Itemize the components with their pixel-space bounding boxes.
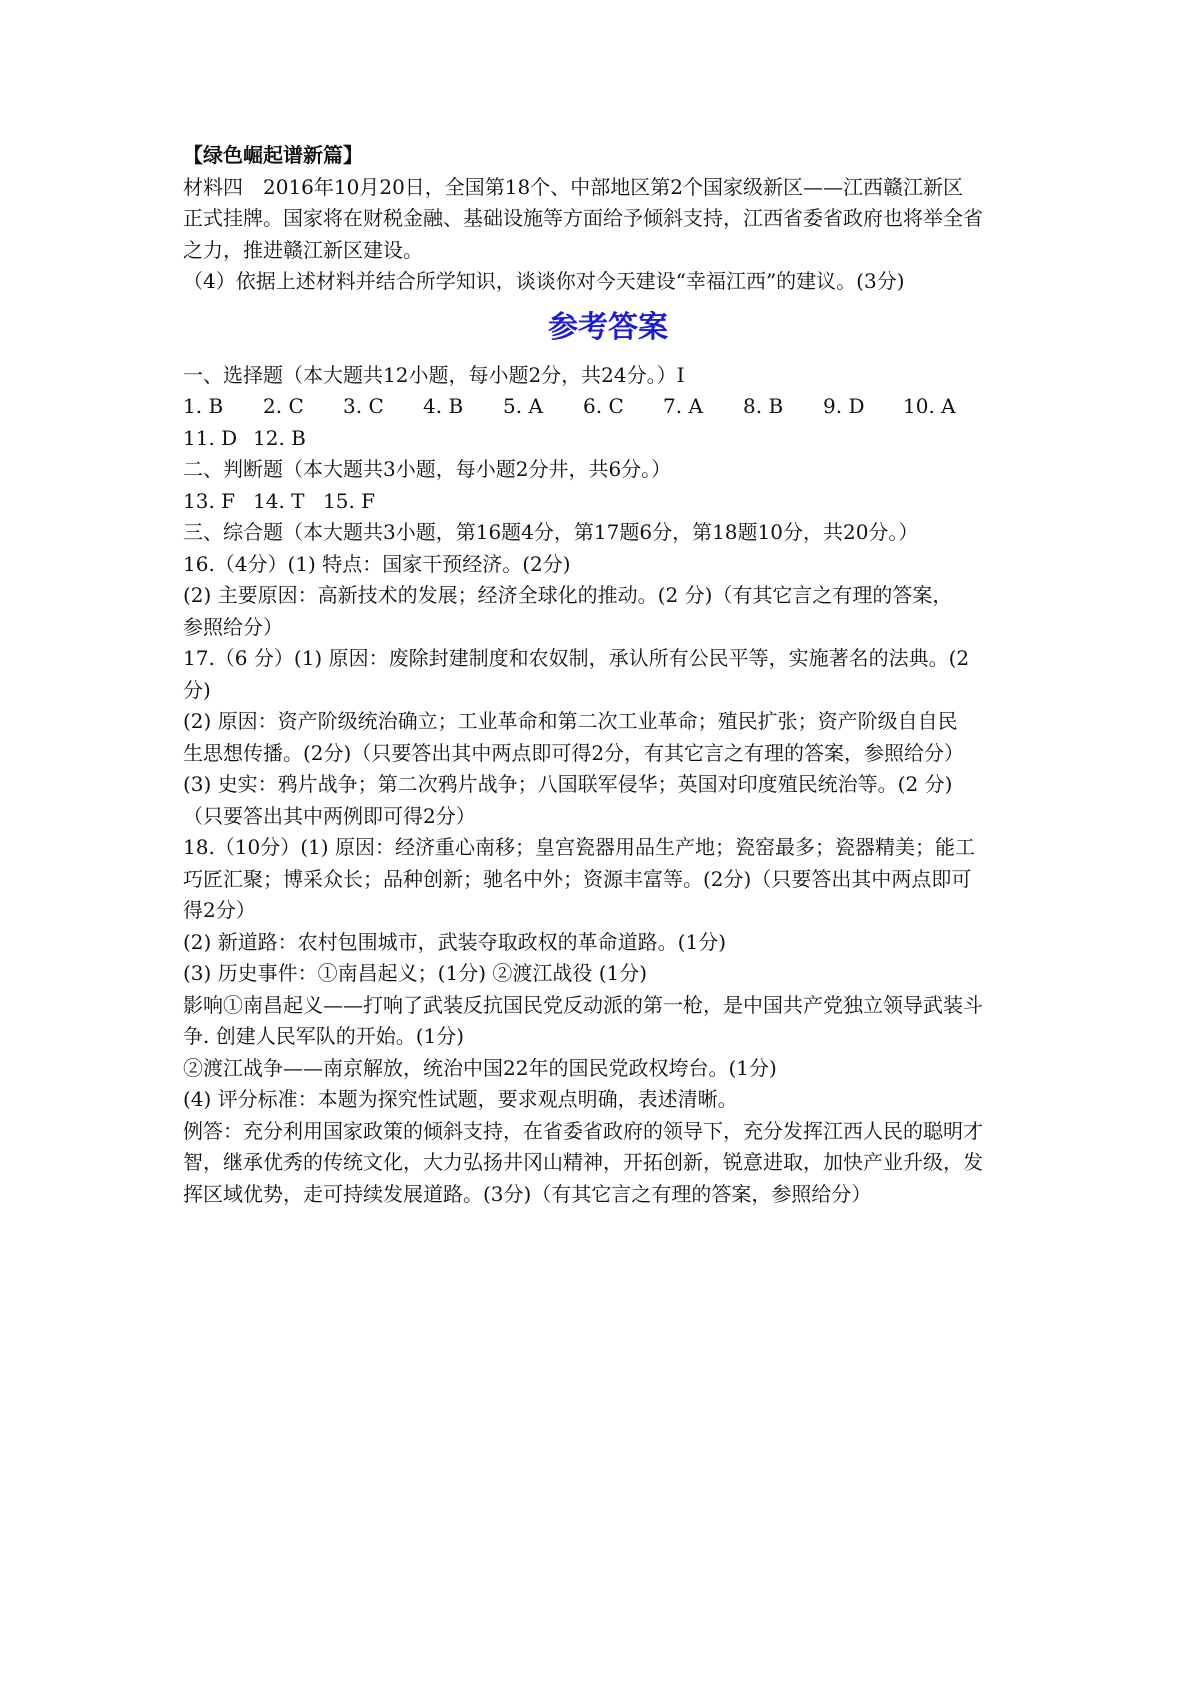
answer-line: 18.（10分）(1) 原因：经济重心南移；皇宫瓷器用品生产地；瓷窑最多；瓷器精美；能工 <box>183 835 975 859</box>
judgement-answers-row <box>183 486 1033 518</box>
answer-line: (2) 主要原因：高新技术的发展；经济全球化的推动。(2 分)（有其它言之有理的答案， <box>183 583 953 607</box>
judgement-answer: 13. F <box>183 488 236 513</box>
choice-answer: 5. A <box>503 394 543 418</box>
answer-title: 参考答案 <box>548 309 668 345</box>
answer-line: 分) <box>183 677 211 702</box>
choice-answer: 12. B <box>253 425 306 450</box>
answer-line: 16.（4分）(1) 特点：国家干预经济。(2分) <box>183 551 571 576</box>
part1-heading: 一、选择题（本大题共12小题，每小题2分，共24分。）I <box>183 362 685 387</box>
choice-answer: 7. A <box>663 394 703 418</box>
choice-answer: 3. C <box>343 394 384 418</box>
answer-line: 巧匠汇聚；博采众长；品种创新；驰名中外；资源丰富等。(2分)（只要答出其中两点即可 <box>183 866 972 891</box>
section-heading: 【绿色崛起谱新篇】 <box>183 143 363 167</box>
choice-answers-row-2 <box>183 423 1033 455</box>
choice-answer: 2. C <box>263 394 304 418</box>
choice-answer: 6. C <box>583 394 624 418</box>
choice-answer: 9. D <box>823 394 865 418</box>
part2-heading: 二、判断题（本大题共3小题，每小题2分井，共6分。） <box>183 457 672 481</box>
answer-line: （只要答出其中两例即可得2分） <box>183 803 476 828</box>
answer-line: (2) 原因：资产阶级统治确立；工业革命和第二次工业革命；殖民扩张；资产阶级自自民 <box>183 709 958 733</box>
part3-heading: 三、综合题（本大题共3小题，第16题4分，第17题6分，第18题10分，共20分。） <box>183 520 919 544</box>
choice-answer: 8. B <box>743 394 784 418</box>
answer-line: 智，继承优秀的传统文化，大力弘扬井冈山精神，开拓创新，锐意进取，加快产业升级，发 <box>183 1150 983 1174</box>
answer-line: 得2分） <box>183 898 256 922</box>
answer-line: (3) 历史事件：①南昌起义；(1分) ②渡江战役 (1分) <box>183 961 648 985</box>
judgement-answer: 15. F <box>323 488 376 513</box>
answer-line: 影响①南昌起义——打响了武装反抗国民党反动派的第一枪，是中国共产党独立领导武装斗 <box>183 992 983 1017</box>
answer-line: ②渡江战争——南京解放，统治中国22年的国民党政权垮台。(1分) <box>183 1055 777 1080</box>
answer-line: 例答：充分利用国家政策的倾斜支持，在省委省政府的领导下，充分发挥江西人民的聪明才 <box>183 1118 983 1143</box>
answer-line: 参照给分） <box>183 614 283 639</box>
choice-answers-row-1 <box>183 391 1033 423</box>
material-line: 正式挂牌。国家将在财税金融、基础设施等方面给予倾斜支持，江西省委省政府也将举全省 <box>183 206 983 230</box>
material-line: 之力，推进赣江新区建设。 <box>183 237 423 262</box>
answer-line: (2) 新道路：农村包围城市，武装夺取政权的革命道路。(1分) <box>183 929 727 954</box>
answer-line: (4) 评分标准：本题为探究性试题，要求观点明确，表述清晰。 <box>183 1087 738 1111</box>
choice-answer: 4. B <box>423 394 464 418</box>
choice-answer: 1. B <box>183 394 224 418</box>
question-4: （4）依据上述材料并结合所学知识，谈谈你对今天建设“幸福江西”的建议。(3分) <box>183 269 905 293</box>
answer-line: 争. 创建人民军队的开始。(1分) <box>183 1024 465 1048</box>
answer-line: 17.（6 分）(1) 原因：废除封建制度和农奴制，承认所有公民平等，实施著名的法典。(2 <box>183 646 970 670</box>
answer-line: 生思想传播。(2分)（只要答出其中两点即可得2分，有其它言之有理的答案，参照给分） <box>183 740 965 765</box>
answer-line: 挥区域优势，走可持续发展道路。(3分)（有其它言之有理的答案，参照给分） <box>183 1181 872 1206</box>
choice-answer: 11. D <box>183 425 238 450</box>
material-line: 材料四 2016年10月20日，全国第18个、中部地区第2个国家级新区——江西赣江新区 <box>183 174 963 199</box>
choice-answer: 10. A <box>903 394 956 418</box>
judgement-answer: 14. T <box>253 488 305 513</box>
answer-line: (3) 史实：鸦片战争；第二次鸦片战争；八国联军侵华；英国对印度殖民统治等。(2 分) <box>183 772 953 796</box>
document-page <box>183 140 1033 1210</box>
